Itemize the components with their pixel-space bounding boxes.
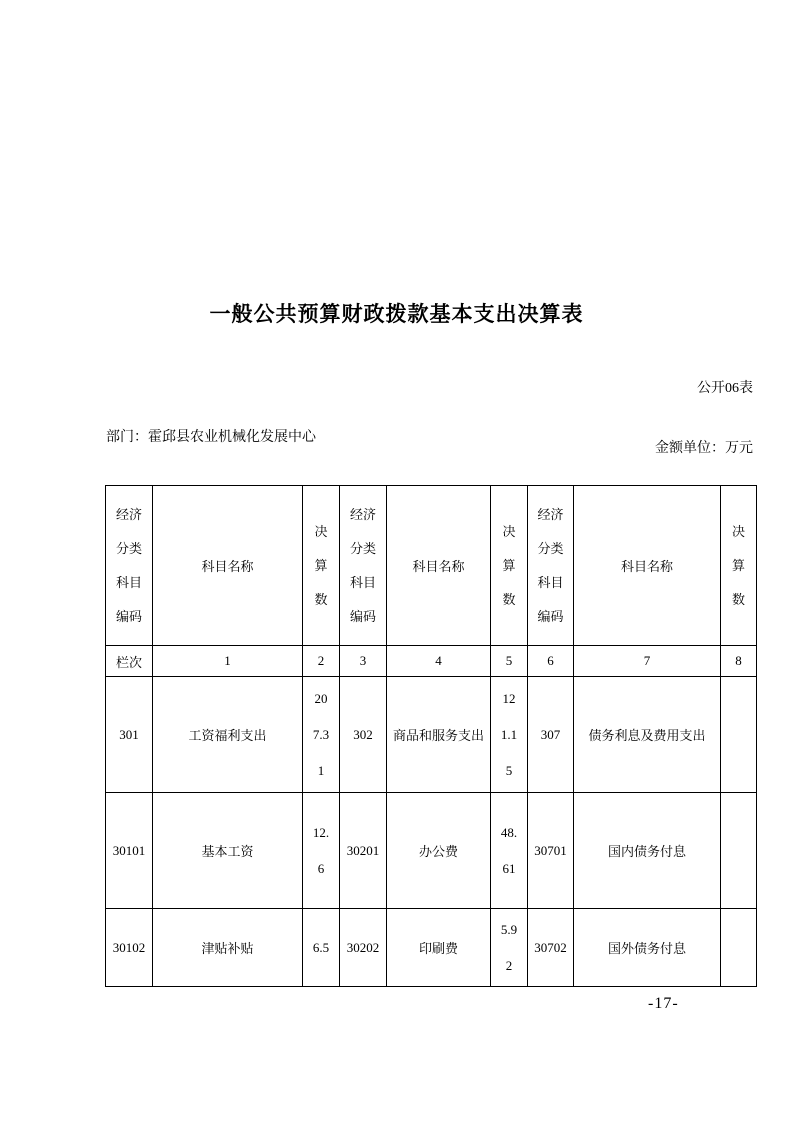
- subject-code-cell: 30201: [340, 793, 387, 909]
- column-index-cell: 2: [303, 646, 340, 677]
- amount-cell: [491, 909, 528, 987]
- header-amount-cell: [721, 486, 757, 646]
- header-amount-text: 决算数: [502, 523, 516, 607]
- amount-value: 12.6: [312, 824, 330, 876]
- header-amount-cell: [491, 486, 528, 646]
- subject-code-cell: 30101: [106, 793, 153, 909]
- amount-cell: [721, 793, 757, 909]
- column-index-cell: 8: [721, 646, 757, 677]
- amount-value: 207.31: [312, 690, 330, 778]
- amount-value: 5.92: [500, 921, 518, 973]
- column-index-row: [106, 646, 757, 677]
- column-index-cell: 6: [528, 646, 574, 677]
- subject-name-cell: 国内债务付息: [574, 793, 721, 909]
- header-amount-text: 决算数: [731, 523, 745, 607]
- page-title: 一般公共预算财政拨款基本支出决算表: [209, 303, 584, 326]
- header-name-cell: 科目名称: [574, 486, 721, 646]
- column-index-cell: 3: [340, 646, 387, 677]
- header-amount-cell: [303, 486, 340, 646]
- table-row: [106, 909, 757, 987]
- column-index-cell: 7: [574, 646, 721, 677]
- header-code-cell: [340, 486, 387, 646]
- table-row: [106, 793, 757, 909]
- subject-name-cell: 办公费: [387, 793, 491, 909]
- subject-code-cell: 30102: [106, 909, 153, 987]
- subject-code-cell: 301: [106, 677, 153, 793]
- header-name-cell: 科目名称: [387, 486, 491, 646]
- header-amount-text: 决算数: [314, 523, 328, 607]
- subject-name-cell: 商品和服务支出: [387, 677, 491, 793]
- header-code-cell: [106, 486, 153, 646]
- amount-cell: [303, 909, 340, 987]
- subject-name-cell: 津贴补贴: [153, 909, 303, 987]
- amount-cell: [303, 677, 340, 793]
- header-code-cell: [528, 486, 574, 646]
- budget-table: [105, 485, 757, 987]
- header-code-text: 经济分类科目编码: [537, 506, 564, 624]
- header-code-text: 经济分类科目编码: [115, 506, 142, 624]
- subject-name-cell: 印刷费: [387, 909, 491, 987]
- header-name-cell: 科目名称: [153, 486, 303, 646]
- table-code-label: 公开06表: [697, 381, 753, 396]
- subject-code-cell: 302: [340, 677, 387, 793]
- column-index-cell: 4: [387, 646, 491, 677]
- subject-name-cell: 债务利息及费用支出: [574, 677, 721, 793]
- subject-name-cell: 国外债务付息: [574, 909, 721, 987]
- subject-code-cell: 30202: [340, 909, 387, 987]
- column-index-cell: 5: [491, 646, 528, 677]
- subject-code-cell: 30702: [528, 909, 574, 987]
- amount-value: 6.5: [312, 939, 330, 955]
- amount-cell: [303, 793, 340, 909]
- subject-name-cell: 工资福利支出: [153, 677, 303, 793]
- column-index-cell: 1: [153, 646, 303, 677]
- table-header-row: [106, 486, 757, 646]
- header-code-text: 经济分类科目编码: [349, 506, 376, 624]
- amount-cell: [491, 677, 528, 793]
- unit-label: 金额单位：万元: [655, 441, 753, 456]
- amount-value: 121.15: [500, 690, 518, 778]
- subject-code-cell: 30701: [528, 793, 574, 909]
- amount-value: 48.61: [500, 824, 518, 876]
- subject-name-cell: 基本工资: [153, 793, 303, 909]
- page-number: -17-: [648, 995, 679, 1012]
- column-index-cell: 栏次: [106, 646, 153, 677]
- table-row: [106, 677, 757, 793]
- subject-code-cell: 307: [528, 677, 574, 793]
- department-label: 部门：霍邱县农业机械化发展中心: [106, 430, 316, 445]
- amount-cell: [491, 793, 528, 909]
- amount-cell: [721, 909, 757, 987]
- amount-cell: [721, 677, 757, 793]
